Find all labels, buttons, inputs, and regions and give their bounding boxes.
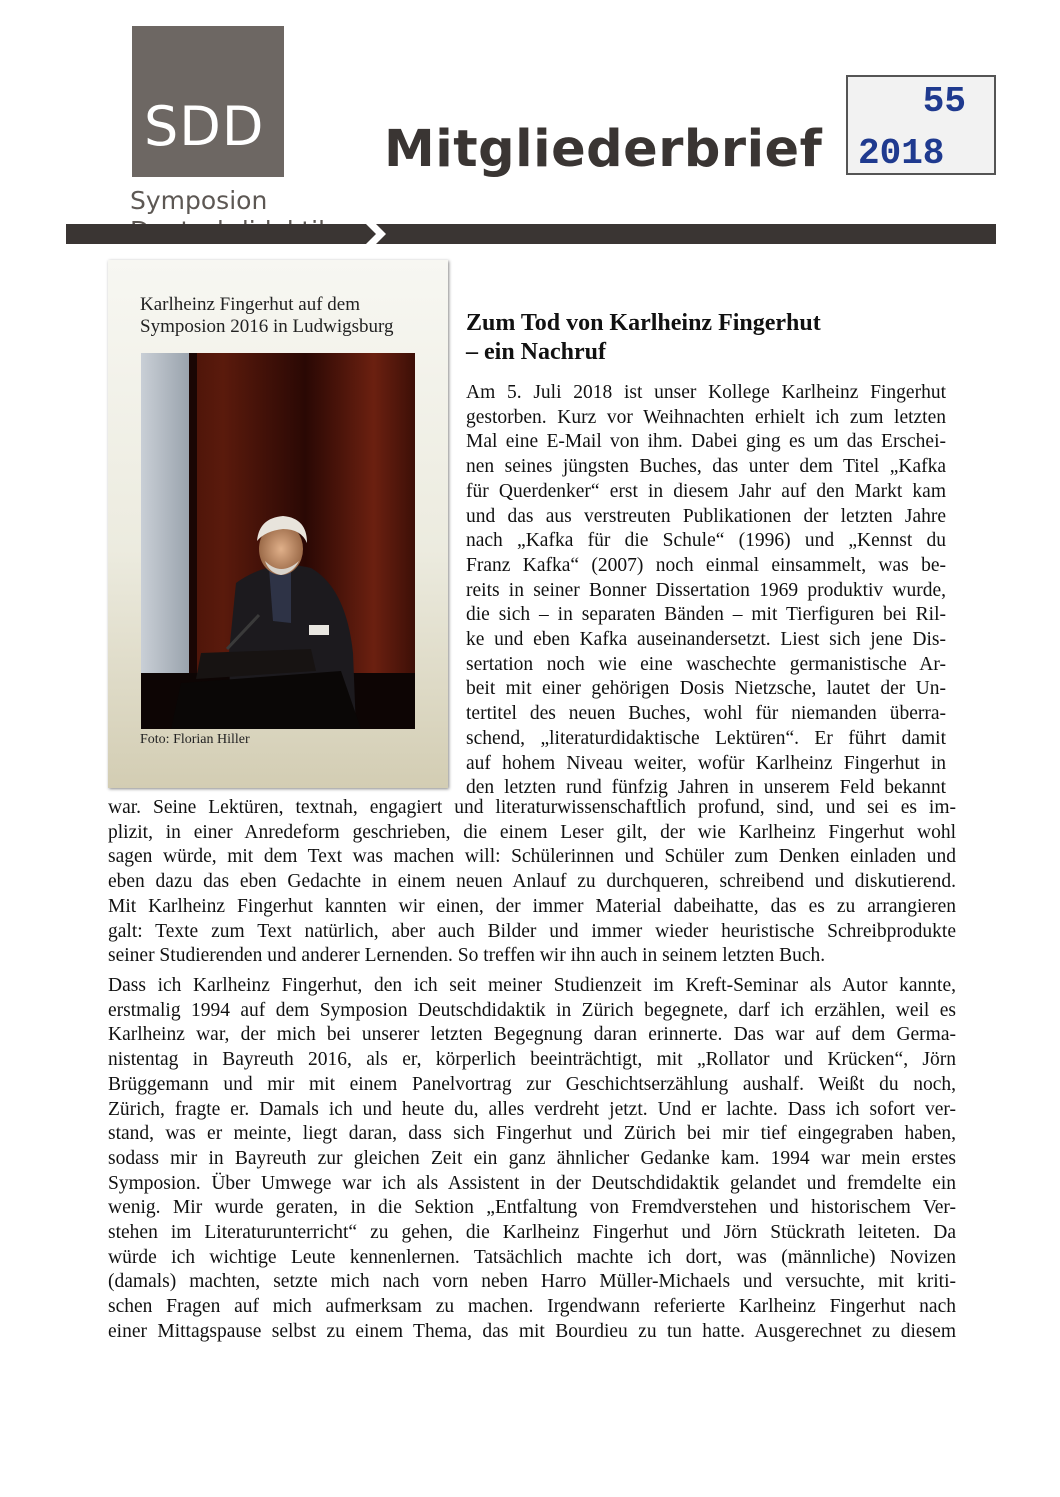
text-line: einer Mittagspause selbst zu einem Thema, das mit Bourdieu zu tun hatte. Ausgerechnet zu diesem [108,1320,956,1342]
speaker-photo [141,353,415,729]
text-line: schen Fragen auf mich aufmerksam zu machen. Irgendwann referierte Karlheinz Fingerhut nach [108,1296,956,1318]
text-line: Mit Karlheinz Fingerhut kannten wir einen, der immer Material dabeihatte, das es zu arrangieren [108,895,956,917]
text-line: beit mit einer gehörigen Dosis Nietzsche, lautet der Un- [466,678,946,700]
logo-line-1: Symposion [130,186,268,215]
text-line: Karlheinz war, der mich bei unserer letzten Begegnung daran erinnerte. Das war auf dem Germa- [108,1024,956,1046]
text-line: schend, „literaturdidaktische Lektüren“. Er führt damit [466,727,946,749]
text-line: reits in seiner Bonner Dissertation 1969 produktiv wurde, [466,579,946,601]
sdd-logo [132,26,284,177]
article-paragraph-1 [108,796,956,969]
article-paragraph-2 [108,974,956,1345]
text-line: für Querdenker“ erst in diesem Jahr auf den Markt kam [466,480,946,502]
photo-panel [108,260,448,788]
caption-line-1: Karlheinz Fingerhut auf dem [140,294,361,315]
speaker-photo-image [141,353,415,729]
text-line: nach „Kafka für die Schule“ (1996) und „Kennst du [466,530,946,552]
text-line: erstmalig 1994 auf dem Symposion Deutschdidaktik in Zürich begegnete, darf ich erzählen, weil es [108,999,956,1021]
header-divider-left [66,224,366,244]
photo-credit: Foto: Florian Hiller [140,732,250,747]
text-line: stand, was er meinte, liegt daran, dass sich Fingerhut und Zürich bei mir tief eingegraben haben, [108,1123,956,1145]
text-line: gestorben. Kurz vor Weihnachten erhielt ich zum letzten [466,406,946,428]
text-line: würde ich wichtige Leute kennenlernen. Tatsächlich machte ich dort, was (männliche) Novizen [108,1246,956,1268]
photo-caption [140,294,430,338]
text-line: eben dazu das eben Gedachte in einem neuen Anlauf zu durchqueren, schreibend und diskutierend. [108,871,956,893]
headline-line-1: Zum Tod von Karlheinz Fingerhut [466,310,821,336]
text-line: Symposion. Über Umwege war ich als Assistent in der Deutschdidaktik gelandet und fremdelte ein [108,1172,956,1194]
text-line: auf hohem Niveau weiter, wofür Karlheinz Fingerhut in [466,752,946,774]
article-headline [466,309,821,367]
headline-line-2: – ein Nachruf [466,339,606,365]
text-line: und das aus verstreuten Publikationen der letzten Jahre [466,505,946,527]
text-line: ke und eben Kafka auseinandersetzt. Liest sich jene Dis- [466,629,946,651]
issue-number: 55 [922,81,966,122]
text-line: plizit, in einer Anredeform geschrieben, die einem Leser gilt, der wie Karlheinz Fingerhut wohl [108,821,956,843]
caption-line-2: Symposion 2016 in Ludwigsburg [140,316,394,337]
text-line: Mal eine E-Mail von ihm. Dabei ging es um das Erschei- [466,431,946,453]
text-line: galt: Texte zum Text natürlich, aber auch Bilder und immer wieder heuristische Schreibprodukte [108,920,956,942]
text-line: wenig. Mir wurde geraten, in die Sektion „Entfaltung von Fremdverstehen und historischem Ver- [108,1197,956,1219]
text-line: Franz Kafka“ (2007) noch einmal einsammelt, was be- [466,554,946,576]
text-line: (damals) machten, setzte mich nach vorn neben Harro Müller-Michaels und versuchte, mit kriti- [108,1271,956,1293]
text-line: Zürich, fragte er. Damals ich und heute du, alles verdreht jetzt. Und er lachte. Dass ich sofort ver- [108,1098,956,1120]
text-line: nen seines jüngsten Buches, das unter dem Titel „Kafka [466,456,946,478]
text-line: den letzten rund fünfzig Jahren in unserem Feld bekannt [466,777,946,799]
text-line: seiner Studierenden und anderer Lernenden. So treffen wir ihn auch in seinem letzten Buch. [108,945,826,967]
text-line: sagen würde, mit dem Text was machen will: Schülerinnen und Schüler zum Denken einladen und [108,846,956,868]
issue-box [846,75,996,175]
issue-year: 2018 [858,133,945,174]
text-line: Dass ich Karlheinz Fingerhut, den ich seit meiner Studienzeit im Kreft-Seminar als Autor kannte, [108,975,956,996]
text-line: sodass mir in Bayreuth zur gleichen Zeit ein ganz ähnlicher Gedanke kam. 1994 war mein erstes [108,1147,956,1169]
text-line: Brüggemann und mir mit einem Panelvortrag zur Geschichtserzählung aushalf. Weißt du noch, [108,1073,956,1095]
text-line: war. Seine Lektüren, textnah, engagiert und literaturwissenschaftlich profund, sind, und sei es im- [108,797,956,818]
header-divider-chevron [366,224,376,244]
text-line: sertation noch wie eine waschechte germanistische Ar- [466,653,946,675]
header-divider-right [376,224,996,244]
article-column-text [466,381,946,801]
text-line: tertitel des neuen Buches, wohl für niemanden überra- [466,703,946,725]
page-title: Mitgliederbrief [384,120,823,179]
text-line: nistentag in Bayreuth 2016, als er, körperlich beeinträchtigt, mit „Rollator und Krücken“, Jörn [108,1049,956,1071]
logo-abbreviation: SDD [144,95,265,158]
text-line: die sich – in separaten Bänden – mit Tierfiguren bei Ril- [466,604,946,626]
text-line: Am 5. Juli 2018 ist unser Kollege Karlheinz Fingerhut [466,382,946,403]
text-line: stehen im Literaturunterricht“ zu gehen, die Karlheinz Fingerhut und Jörn Stückrath leiteten. Da [108,1222,956,1244]
